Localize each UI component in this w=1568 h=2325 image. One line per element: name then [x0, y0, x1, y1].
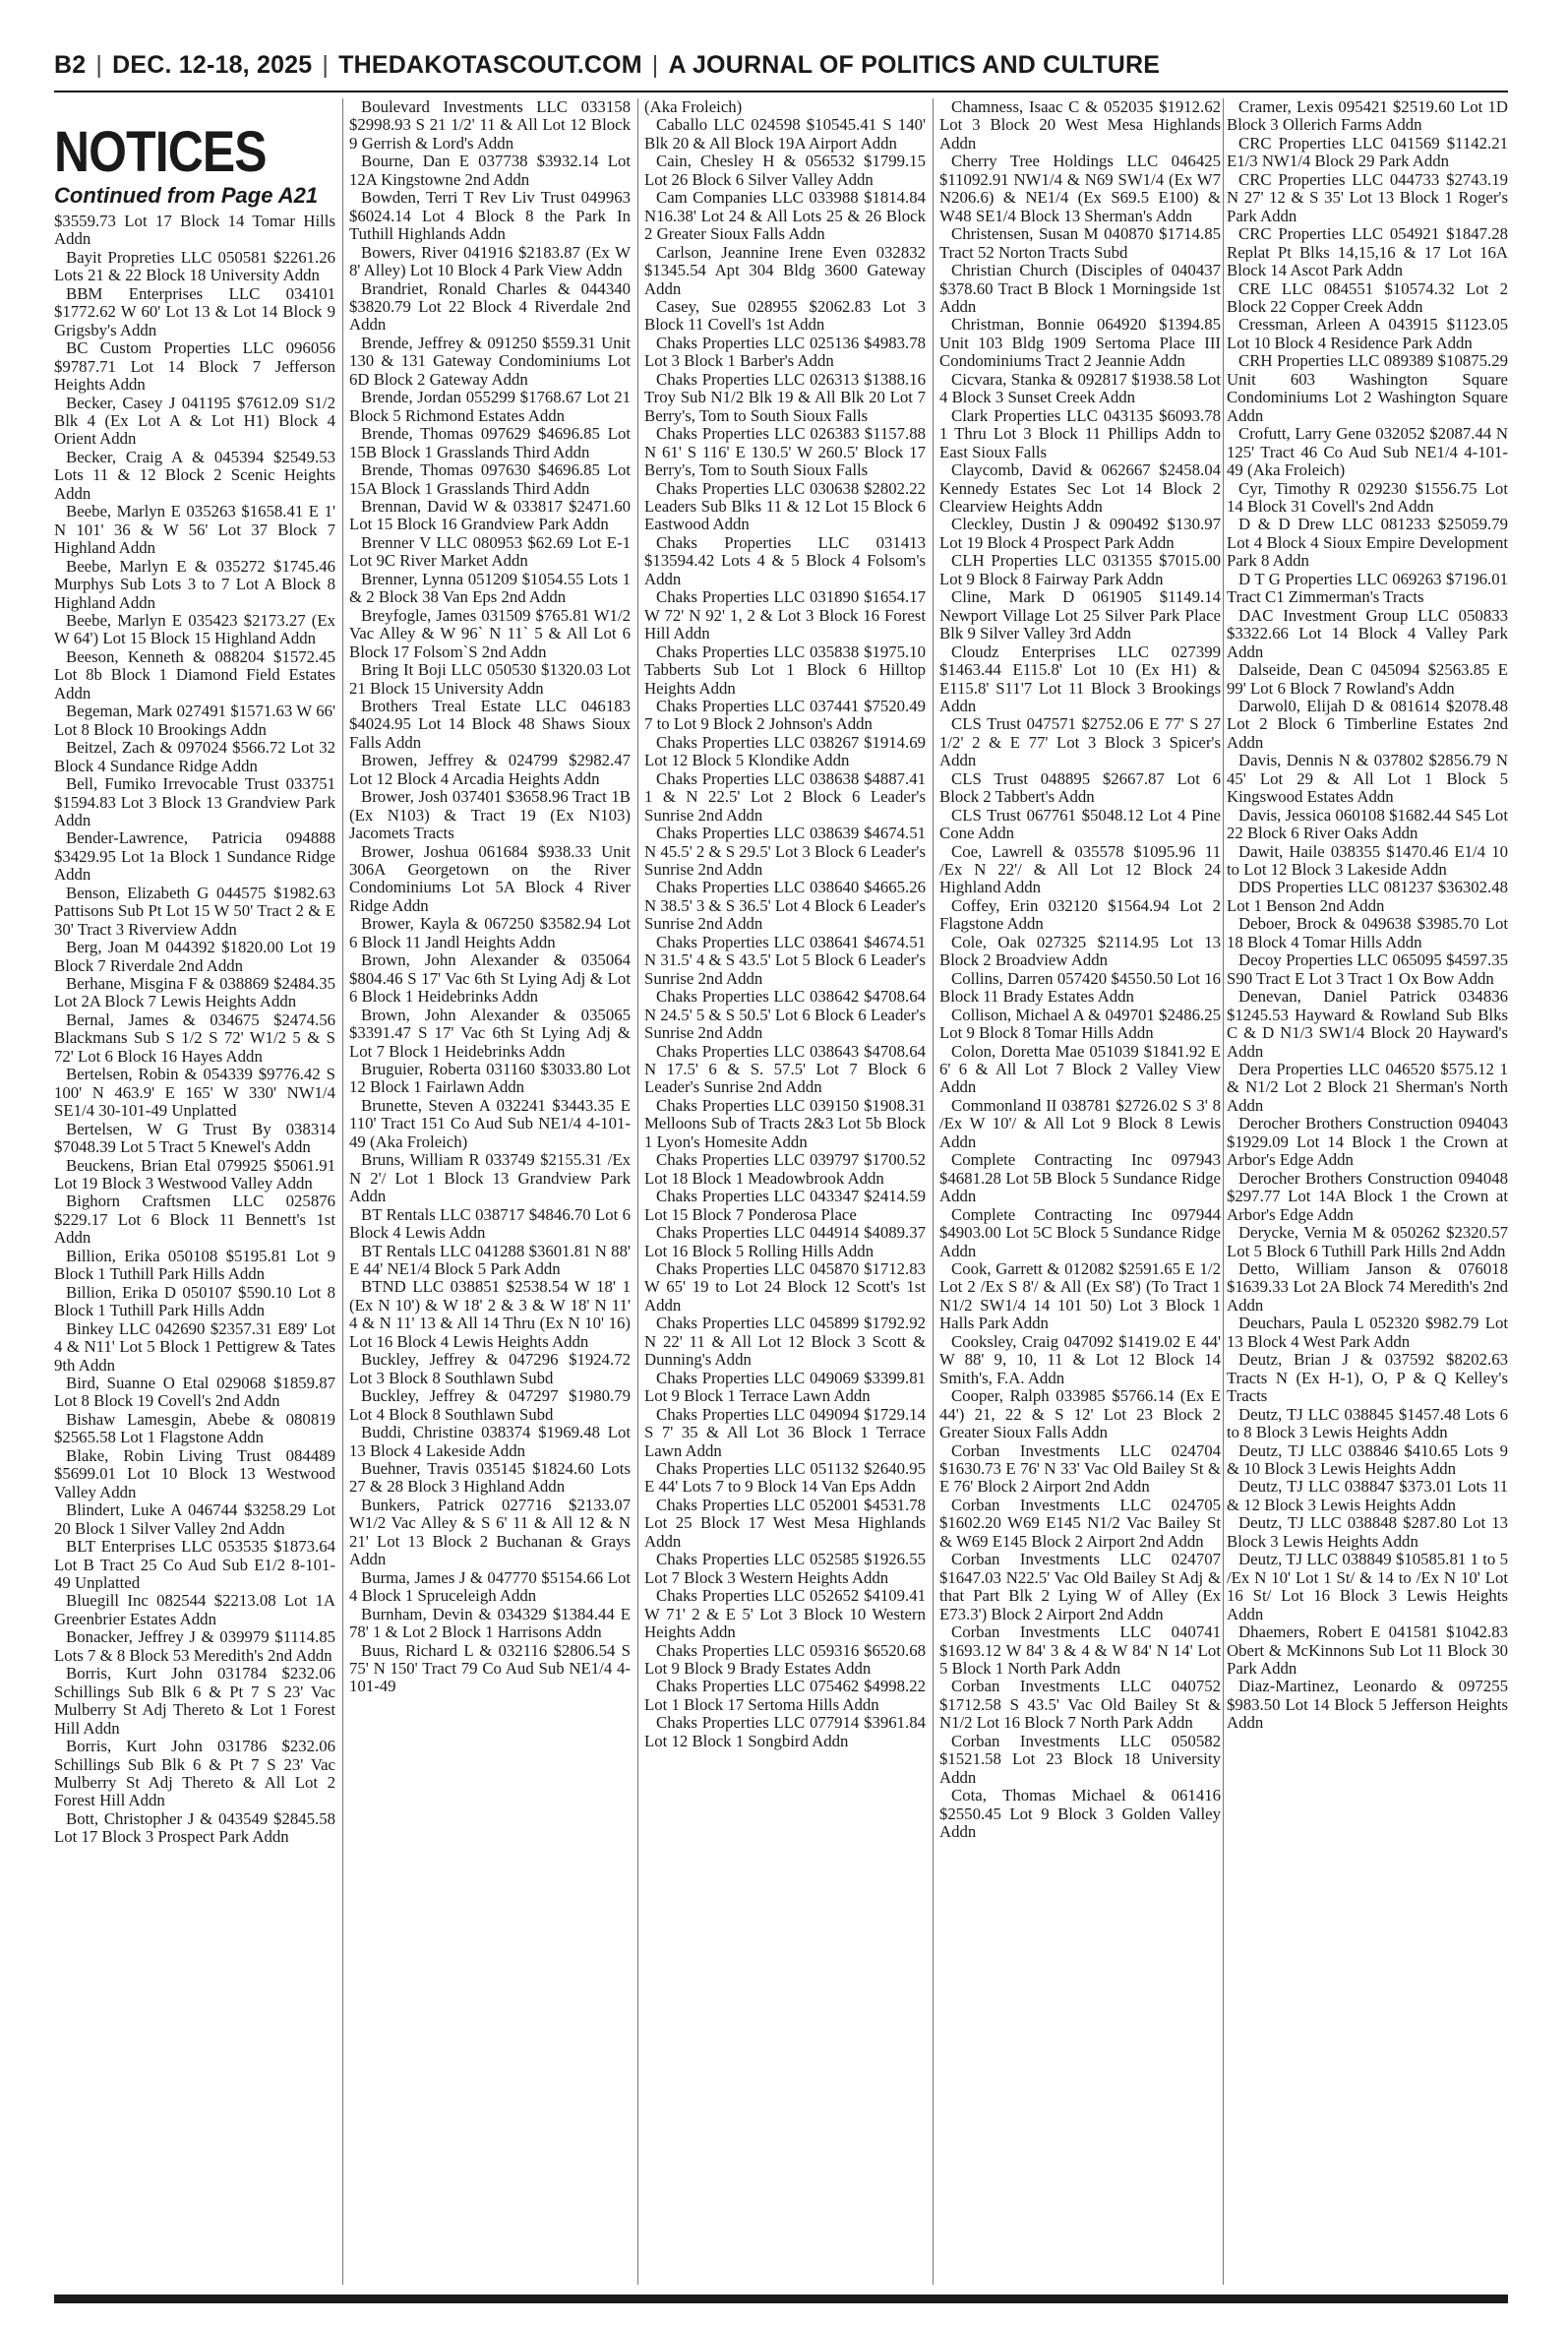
- tax-notice-entry: Billion, Erika 050108 $5195.81 Lot 9 Block 1 Tuthill Park Hills Addn: [54, 1246, 335, 1284]
- column-divider: [342, 98, 343, 2285]
- tax-notice-entry: Brower, Josh 037401 $3658.96 Tract 1B (Ex N103) & Tract 19 (Ex N103) Jacomets Tracts: [349, 787, 631, 843]
- tax-notice-entry: Cline, Mark D 061905 $1149.14 Newport Village Lot 25 Silver Park Place Blk 9 Silver Valley 3rd Addn: [939, 587, 1221, 643]
- tax-notice-entry: Dhaemers, Robert E 041581 $1042.83 Obert & McKinnons Sub Lot 11 Block 30 Park Addn: [1227, 1622, 1508, 1678]
- tax-notice-entry: Cyr, Timothy R 029230 $1556.75 Lot 14 Block 31 Covell's 2nd Addn: [1227, 478, 1508, 516]
- tax-notice-entry: Claycomb, David & 062667 $2458.04 Kennedy Estates Sec Lot 14 Block 2 Clearview Heights Addn: [939, 460, 1221, 516]
- tax-notice-entry: Buddi, Christine 038374 $1969.48 Lot 13 Block 4 Lakeside Addn: [349, 1423, 631, 1460]
- tax-notice-entry: Benson, Elizabeth G 044575 $1982.63 Pattisons Sub Pt Lot 15 W 50' Tract 2 & E 30' Tract 3 Riverview Addn: [54, 883, 335, 939]
- tax-notice-entry: Chaks Properties LLC 039150 $1908.31 Melloons Sub of Tracts 2&3 Lot 5b Block 1 Lyon's Homesite Addn: [644, 1095, 926, 1151]
- issue-date: DEC. 12-18, 2025: [112, 51, 313, 79]
- tax-notice-entry: Deutz, TJ LLC 038845 $1457.48 Lots 6 to 8 Block 3 Lewis Heights Addn: [1227, 1404, 1508, 1442]
- tax-notice-entry: Brenner, Lynna 051209 $1054.55 Lots 1 & 2 Block 38 Van Eps 2nd Addn: [349, 569, 631, 607]
- newspaper-page: [54, 0, 1508, 2325]
- tax-notice-entry: Davis, Jessica 060108 $1682.44 S45 Lot 22 Block 6 River Oaks Addn: [1227, 805, 1508, 843]
- tax-notice-entry: Bunkers, Patrick 027716 $2133.07 W1/2 Vac Alley & S 6' 11 & All 12 & N 21' Lot 13 Block 2 Buchanan & Grays Addn: [349, 1495, 631, 1569]
- tax-notice-entry: Cooper, Ralph 033985 $5766.14 (Ex E 44') 21, 22 & S 12' Lot 23 Block 2 Greater Sioux Falls Addn: [939, 1386, 1221, 1442]
- tax-notice-entry: Casey, Sue 028955 $2062.83 Lot 3 Block 11 Covell's 1st Addn: [644, 296, 926, 335]
- tax-notice-entry: Chaks Properties LLC 077914 $3961.84 Lot 12 Block 1 Songbird Addn: [644, 1713, 926, 1750]
- tax-notice-entry: Bruns, William R 033749 $2155.31 /Ex N 2'/ Lot 1 Block 13 Grandview Park Addn: [349, 1150, 631, 1206]
- tax-notice-entry: Cressman, Arleen A 043915 $1123.05 Lot 10 Block 4 Residence Park Addn: [1227, 315, 1508, 352]
- tax-notice-entry: Chaks Properties LLC 031413 $13594.42 Lots 4 & 5 Block 4 Folsom's Addn: [644, 532, 926, 588]
- tax-notice-entry: Chaks Properties LLC 049069 $3399.81 Lot 9 Block 1 Terrace Lawn Addn: [644, 1368, 926, 1406]
- tax-notice-entry: $3559.73 Lot 17 Block 14 Tomar Hills Addn: [54, 212, 335, 249]
- tax-notice-entry: Corban Investments LLC 050582 $1521.58 Lot 23 Block 18 University Addn: [939, 1731, 1221, 1787]
- tax-notice-entry: CLH Properties LLC 031355 $7015.00 Lot 9 Block 8 Fairway Park Addn: [939, 551, 1221, 588]
- tax-notice-entry: Chaks Properties LLC 038640 $4665.26 N 38.5' 3 & S 36.5' Lot 4 Block 6 Leader's Sunrise 2nd Addn: [644, 878, 926, 934]
- tax-notice-entry: Bishaw Lamesgin, Abebe & 080819 $2565.58 Lot 1 Flagstone Addn: [54, 1409, 335, 1447]
- notice-column-5: [1227, 98, 1508, 2285]
- tax-notice-entry: Buehner, Travis 035145 $1824.60 Lots 27 & 28 Block 3 Highland Addn: [349, 1458, 631, 1497]
- tax-notice-entry: Clark Properties LLC 043135 $6093.78 1 Thru Lot 3 Block 11 Phillips Addn to East Sioux Falls: [939, 405, 1221, 461]
- tax-notice-entry: Derycke, Vernia M & 050262 $2320.57 Lot 5 Block 6 Tuthill Park Hills 2nd Addn: [1227, 1223, 1508, 1260]
- tax-notice-entry: CRH Properties LLC 089389 $10875.29 Unit 603 Washington Square Condominiums Lot 2 Washington Square Addn: [1227, 351, 1508, 425]
- tax-notice-entry: Borris, Kurt John 031786 $232.06 Schillings Sub Blk 6 & Pt 7 S 23' Vac Mulberry St Adj Thereto & All Lot 2 Forest Hill Addn: [54, 1737, 335, 1810]
- tax-notice-entry: Beeson, Kenneth & 088204 $1572.45 Lot 8b Block 1 Diamond Field Estates Addn: [54, 646, 335, 703]
- tax-notice-entry: Bowers, River 041916 $2183.87 (Ex W 8' Alley) Lot 10 Block 4 Park View Addn: [349, 242, 631, 280]
- tax-notice-entry: Darwol0, Elijah D & 081614 $2078.48 Lot 2 Block 6 Timberline Estates 2nd Addn: [1227, 696, 1508, 752]
- tax-notice-entry: Cramer, Lexis 095421 $2519.60 Lot 1D Block 3 Ollerich Farms Addn: [1227, 98, 1508, 135]
- tax-notice-entry: CRC Properties LLC 044733 $2743.19 N 27' 12 & S 35' Lot 13 Block 1 Roger's Park Addn: [1227, 169, 1508, 225]
- tax-notice-entry: Chaks Properties LLC 052652 $4109.41 W 71' 2 & E 5' Lot 3 Block 10 Western Heights Addn: [644, 1586, 926, 1642]
- tax-notice-entry: Cota, Thomas Michael & 061416 $2550.45 Lot 9 Block 3 Golden Valley Addn: [939, 1786, 1221, 1842]
- tax-notice-entry: Chaks Properties LLC 049094 $1729.14 S 7' 35 & All Lot 36 Block 1 Terrace Lawn Addn: [644, 1404, 926, 1460]
- tax-notice-entry: Bonacker, Jeffrey J & 039979 $1114.85 Lots 7 & 8 Block 53 Meredith's 2nd Addn: [54, 1627, 335, 1665]
- tax-notice-entry: Chaks Properties LLC 052585 $1926.55 Lot 7 Block 3 Western Heights Addn: [644, 1550, 926, 1587]
- tax-notice-entry: Bertelsen, W G Trust By 038314 $7048.39 Lot 5 Tract 5 Knewel's Addn: [54, 1119, 335, 1157]
- tax-notice-entry: Cicvara, Stanka & 092817 $1938.58 Lot 4 Block 3 Sunset Creek Addn: [939, 369, 1221, 407]
- tax-notice-entry: Bayit Propreties LLC 050581 $2261.26 Lots 21 & 22 Block 18 University Addn: [54, 247, 335, 285]
- header-rule: [54, 91, 1508, 92]
- tax-notice-entry: Derocher Brothers Construction 094043 $1929.09 Lot 14 Block 1 the Crown at Arbor's Edge Addn: [1227, 1114, 1508, 1170]
- tax-notice-entry: BC Custom Properties LLC 096056 $9787.71 Lot 14 Block 7 Jefferson Heights Addn: [54, 338, 335, 395]
- tax-notice-entry: Bott, Christopher J & 043549 $2845.58 Lot 17 Block 3 Prospect Park Addn: [54, 1808, 335, 1847]
- tax-notice-entry: Boulevard Investments LLC 033158 $2998.93 S 21 1/2' 11 & All Lot 12 Block 9 Gerrish & Lord's Addn: [349, 98, 631, 153]
- tax-notice-entry: Beebe, Marlyn E 035423 $2173.27 (Ex W 64') Lot 15 Block 15 Highland Addn: [54, 610, 335, 648]
- tax-notice-entry: Beebe, Marlyn E & 035272 $1745.46 Murphys Sub Lots 3 to 7 Lot A Block 8 Highland Addn: [54, 556, 335, 612]
- tax-notice-entry: Chaks Properties LLC 031890 $1654.17 W 72' N 92' 1, 2 & Lot 3 Block 16 Forest Hill Addn: [644, 587, 926, 643]
- tax-notice-entry: Corban Investments LLC 024705 $1602.20 W69 E145 N1/2 Vac Bailey St & W69 E145 Block 2 Airport 2nd Addn: [939, 1495, 1221, 1551]
- tax-notice-entry: Browen, Jeffrey & 024799 $2982.47 Lot 12 Block 4 Arcadia Heights Addn: [349, 751, 631, 788]
- tax-notice-entry: Chaks Properties LLC 051132 $2640.95 E 44' Lots 7 to 9 Block 14 Van Eps Addn: [644, 1458, 926, 1497]
- tax-notice-entry: DAC Investment Group LLC 050833 $3322.66 Lot 14 Block 4 Valley Park Addn: [1227, 605, 1508, 661]
- tax-notice-entry: Corban Investments LLC 024707 $1647.03 N22.5' Vac Old Bailey St Adj & that Part Blk 2 Lying W of Alley (Ex E73.3') Block 2 Airport 2nd Addn: [939, 1550, 1221, 1623]
- tax-notice-entry: Chaks Properties LLC 044914 $4089.37 Lot 16 Block 5 Rolling Hills Addn: [644, 1223, 926, 1260]
- tax-notice-entry: Chaks Properties LLC 038267 $1914.69 Lot 12 Block 5 Klondike Addn: [644, 732, 926, 770]
- tax-notice-entry: Brenner V LLC 080953 $62.69 Lot E-1 Lot 9C River Market Addn: [349, 532, 631, 571]
- tax-notice-entry: Bird, Suanne O Etal 029068 $1859.87 Lot 8 Block 19 Covell's 2nd Addn: [54, 1374, 335, 1411]
- tax-notice-entry: Caballo LLC 024598 $10545.41 S 140' Blk 20 & All Block 19A Airport Addn: [644, 115, 926, 153]
- tax-notice-entry: Beitzel, Zach & 097024 $566.72 Lot 32 Block 4 Sundance Ridge Addn: [54, 738, 335, 775]
- tax-notice-entry: Brende, Jeffrey & 091250 $559.31 Unit 130 & 131 Gateway Condominiums Lot 6D Block 2 Gateway Addn: [349, 333, 631, 389]
- tax-notice-entry: Chaks Properties LLC 037441 $7520.49 7 to Lot 9 Block 2 Johnson's Addn: [644, 696, 926, 734]
- tax-notice-entry: Brandriet, Ronald Charles & 044340 $3820.79 Lot 22 Block 4 Riverdale 2nd Addn: [349, 278, 631, 335]
- tax-notice-entry: Burma, James J & 047770 $5154.66 Lot 4 Block 1 Spruceleigh Addn: [349, 1567, 631, 1606]
- header-separator: |: [651, 51, 659, 79]
- tax-notice-entry: Deutz, TJ LLC 038847 $373.01 Lots 11 & 12 Block 3 Lewis Heights Addn: [1227, 1477, 1508, 1514]
- tax-notice-entry: Bernal, James & 034675 $2474.56 Blackmans Sub S 1/2 S 72' W1/2 5 & S 72' Lot 6 Block 16 Hayes Addn: [54, 1010, 335, 1066]
- tax-notice-entry: CRE LLC 084551 $10574.32 Lot 2 Block 22 Copper Creek Addn: [1227, 278, 1508, 316]
- tax-notice-entry: Cole, Oak 027325 $2114.95 Lot 13 Block 2 Broadview Addn: [939, 932, 1221, 970]
- tax-notice-entry: DDS Properties LLC 081237 $36302.48 Lot 1 Benson 2nd Addn: [1227, 878, 1508, 915]
- tagline: A JOURNAL OF POLITICS AND CULTURE: [668, 51, 1161, 79]
- tax-notice-entry: Bluegill Inc 082544 $2213.08 Lot 1A Greenbrier Estates Addn: [54, 1591, 335, 1628]
- tax-notice-entry: Brende, Thomas 097629 $4696.85 Lot 15B Block 1 Grasslands Third Addn: [349, 424, 631, 461]
- tax-notice-entry: Dera Properties LLC 046520 $575.12 1 & N1/2 Lot 2 Block 21 Sherman's North Addn: [1227, 1060, 1508, 1115]
- tax-notice-entry: Coffey, Erin 032120 $1564.94 Lot 2 Flagstone Addn: [939, 895, 1221, 934]
- tax-notice-entry: Brower, Kayla & 067250 $3582.94 Lot 6 Block 11 Jandl Heights Addn: [349, 914, 631, 951]
- tax-notice-entry: Bertelsen, Robin & 054339 $9776.42 S 100' N 463.9' E 165' W 330' NW1/4 SE1/4 30-101-49 Unplatted: [54, 1065, 335, 1121]
- tax-notice-entry: Blake, Robin Living Trust 084489 $5699.01 Lot 10 Block 13 Westwood Valley Addn: [54, 1445, 335, 1501]
- tax-notice-entry: Brown, John Alexander & 035064 $804.46 S 17' Vac 6th St Lying Adj & Lot 6 Block 1 Heidebrinks Addn: [349, 950, 631, 1007]
- tax-notice-entry: Bowden, Terri T Rev Liv Trust 049963 $6024.14 Lot 4 Block 8 the Park In Tuthill Highlands Addn: [349, 188, 631, 244]
- tax-notice-entry: Derocher Brothers Construction 094048 $297.77 Lot 14A Block 1 the Crown at Arbor's Edge Addn: [1227, 1168, 1508, 1224]
- page-header: [54, 51, 1508, 85]
- footer-rule: [54, 2294, 1508, 2303]
- tax-notice-entry: Bighorn Craftsmen LLC 025876 $229.17 Lot 6 Block 11 Bennett's 1st Addn: [54, 1192, 335, 1248]
- tax-notice-entry: Brennan, David W & 033817 $2471.60 Lot 15 Block 16 Grandview Park Addn: [349, 496, 631, 534]
- tax-notice-entry: Collins, Darren 057420 $4550.50 Lot 16 Block 11 Brady Estates Addn: [939, 968, 1221, 1007]
- tax-notice-entry: Chaks Properties LLC 043347 $2414.59 Lot 15 Block 7 Ponderosa Place: [644, 1187, 926, 1224]
- tax-notice-entry: Blindert, Luke A 046744 $3258.29 Lot 20 Block 1 Silver Valley 2nd Addn: [54, 1500, 335, 1538]
- tax-notice-entry: Chaks Properties LLC 045870 $1712.83 W 65' 19 to Lot 24 Block 12 Scott's 1st Addn: [644, 1259, 926, 1315]
- column-divider: [1223, 98, 1224, 2285]
- tax-notice-entry: Chaks Properties LLC 038638 $4887.41 1 & N 22.5' Lot 2 Block 6 Leader's Sunrise 2nd Addn: [644, 768, 926, 825]
- tax-notice-entry: Complete Contracting Inc 097944 $4903.00 Lot 5C Block 5 Sundance Ridge Addn: [939, 1204, 1221, 1260]
- tax-notice-entry: Complete Contracting Inc 097943 $4681.28 Lot 5B Block 5 Sundance Ridge Addn: [939, 1150, 1221, 1206]
- tax-notice-entry: Buus, Richard L & 032116 $2806.54 S 75' N 150' Tract 79 Co Aud Sub NE1/4 4-101-49: [349, 1640, 631, 1696]
- tax-notice-entry: Binkey LLC 042690 $2357.31 E89' Lot 4 & N11' Lot 5 Block 1 Pettigrew & Tates 9th Addn: [54, 1318, 335, 1375]
- tax-notice-entry: Deuchars, Paula L 052320 $982.79 Lot 13 Block 4 West Park Addn: [1227, 1314, 1508, 1351]
- tax-notice-entry: Davis, Dennis N & 037802 $2856.79 N 45' Lot 29 & All Lot 1 Block 5 Kingswood Estates Addn: [1227, 751, 1508, 807]
- tax-notice-entry: Chaks Properties LLC 035838 $1975.10 Tabberts Sub Lot 1 Block 6 Hilltop Heights Addn: [644, 642, 926, 698]
- tax-notice-entry: Crofutt, Larry Gene 032052 $2087.44 N 125' Tract 46 Co Aud Sub NE1/4 4-101-49 (Aka Froleich): [1227, 424, 1508, 480]
- tax-notice-entry: Deutz, Brian J & 037592 $8202.63 Tracts N (Ex H-1), O, P & Q Kelley's Tracts: [1227, 1350, 1508, 1406]
- tax-notice-entry: Burnham, Devin & 034329 $1384.44 E 78' 1 & Lot 2 Block 1 Harrisons Addn: [349, 1604, 631, 1642]
- tax-notice-entry: Cleckley, Dustin J & 090492 $130.97 Lot 19 Block 4 Prospect Park Addn: [939, 515, 1221, 552]
- tax-notice-entry: Christian Church (Disciples of 040437 $378.60 Tract B Block 1 Morningside 1st Addn: [939, 261, 1221, 316]
- tax-notice-entry: Chaks Properties LLC 038642 $4708.64 N 24.5' 5 & S 50.5' Lot 6 Block 6 Leader's Sunrise 2nd Addn: [644, 987, 926, 1043]
- tax-notice-entry: Dalseide, Dean C 045094 $2563.85 E 99' Lot 6 Block 7 Rowland's Addn: [1227, 660, 1508, 698]
- tax-notice-entry: Corban Investments LLC 024704 $1630.73 E 76' N 33' Vac Old Bailey St & E 76' Block 2 Airport 2nd Addn: [939, 1440, 1221, 1497]
- tax-notice-entry: Cain, Chesley H & 056532 $1799.15 Lot 26 Block 6 Silver Valley Addn: [644, 152, 926, 189]
- tax-notice-entry: Brothers Treal Estate LLC 046183 $4024.95 Lot 14 Block 48 Shaws Sioux Falls Addn: [349, 696, 631, 752]
- tax-notice-entry: Chaks Properties LLC 038643 $4708.64 N 17.5' 6 & S. 57.5' Lot 7 Block 6 Leader's Sunrise 2nd Addn: [644, 1041, 926, 1097]
- tax-notice-entry: Brunette, Steven A 032241 $3443.35 E 110' Tract 151 Co Aud Sub NE1/4 4-101-49 (Aka Froleich): [349, 1095, 631, 1151]
- tax-notice-entry: Corban Investments LLC 040741 $1693.12 W 84' 3 & 4 & W 84' N 14' Lot 5 Block 1 North Park Addn: [939, 1622, 1221, 1678]
- tax-notice-entry: Commonland II 038781 $2726.02 S 3' 8 /Ex W 10'/ & All Lot 9 Block 8 Lewis Addn: [939, 1095, 1221, 1151]
- tax-notice-entry: BLT Enterprises LLC 053535 $1873.64 Lot B Tract 25 Co Aud Sub E1/2 8-101-49 Unplatted: [54, 1537, 335, 1592]
- notices-columns: [54, 98, 1508, 2285]
- tax-notice-entry: Cam Companies LLC 033988 $1814.84 N16.38' Lot 24 & All Lots 25 & 26 Block 2 Greater Sioux Falls Addn: [644, 188, 926, 244]
- section-title: NOTICES: [54, 120, 267, 184]
- tax-notice-entry: Decoy Properties LLC 065095 $4597.35 S90 Tract E Lot 3 Tract 1 Ox Bow Addn: [1227, 950, 1508, 988]
- tax-notice-entry: Coe, Lawrell & 035578 $1095.96 11 /Ex N 22'/ & All Lot 12 Block 24 Highland Addn: [939, 841, 1221, 897]
- tax-notice-entry: BBM Enterprises LLC 034101 $1772.62 W 60' Lot 13 & Lot 14 Block 9 Grigsby's Addn: [54, 283, 335, 339]
- header-separator: |: [322, 51, 330, 79]
- tax-notice-entry: Bring It Boji LLC 050530 $1320.03 Lot 21 Block 15 University Addn: [349, 660, 631, 698]
- tax-notice-entry: Buckley, Jeffrey & 047297 $1980.79 Lot 4 Block 8 Southlawn Subd: [349, 1386, 631, 1424]
- tax-notice-entry: BTND LLC 038851 $2538.54 W 18' 1 (Ex N 10') & W 18' 2 & 3 & W 18' N 11' 4 & N 11' 13 & All 14 Thru (Ex N 10' 16) Lot 16 Block 4 Lewis Heights Addn: [349, 1277, 631, 1351]
- notice-column-3: [644, 98, 926, 2285]
- tax-notice-entry: Begeman, Mark 027491 $1571.63 W 66' Lot 8 Block 10 Brookings Addn: [54, 702, 335, 739]
- tax-notice-entry: Chaks Properties LLC 075462 $4998.22 Lot 1 Block 17 Sertoma Hills Addn: [644, 1677, 926, 1714]
- tax-notice-entry: Beuckens, Brian Etal 079925 $5061.91 Lot 19 Block 3 Westwood Valley Addn: [54, 1155, 335, 1193]
- column-divider: [933, 98, 934, 2285]
- tax-notice-entry: Chaks Properties LLC 039797 $1700.52 Lot 18 Block 1 Meadowbrook Addn: [644, 1150, 926, 1188]
- tax-notice-entry: Chaks Properties LLC 025136 $4983.78 Lot 3 Block 1 Barber's Addn: [644, 333, 926, 371]
- notice-column-1: [54, 98, 335, 2285]
- tax-notice-entry: CLS Trust 048895 $2667.87 Lot 6 Block 2 Tabbert's Addn: [939, 768, 1221, 807]
- tax-notice-entry: BT Rentals LLC 038717 $4846.70 Lot 6 Block 4 Lewis Addn: [349, 1204, 631, 1243]
- tax-notice-entry: Chaks Properties LLC 038639 $4674.51 N 45.5' 2 & S 29.5' Lot 3 Block 6 Leader's Sunrise 2nd Addn: [644, 824, 926, 880]
- tax-notice-entry: Chaks Properties LLC 026383 $1157.88 N 61' S 116' E 130.5' W 260.5' Block 17 Berry's, Tom to South Sioux Falls: [644, 424, 926, 480]
- tax-notice-entry: D & D Drew LLC 081233 $25059.79 Lot 4 Block 4 Sioux Empire Development Park 8 Addn: [1227, 515, 1508, 571]
- tax-notice-entry: Chaks Properties LLC 030638 $2802.22 Leaders Sub Blks 11 & 12 Lot 15 Block 6 Eastwood Addn: [644, 478, 926, 534]
- tax-notice-entry: Cherry Tree Holdings LLC 046425 $11092.91 NW1/4 & N69 SW1/4 (Ex W7 N206.6) & NE1/4 (Ex S69.5 E100) & W48 SE1/4 Block 13 Sherman's Addn: [939, 152, 1221, 225]
- tax-notice-entry: Brown, John Alexander & 035065 $3391.47 S 17' Vac 6th St Lying Adj & Lot 7 Block 1 Heidebrinks Addn: [349, 1005, 631, 1061]
- tax-notice-entry: Chaks Properties LLC 045899 $1792.92 N 22' 11 & All Lot 12 Block 3 Scott & Dunning's Addn: [644, 1314, 926, 1370]
- tax-notice-entry: Deboer, Brock & 049638 $3985.70 Lot 18 Block 4 Tomar Hills Addn: [1227, 914, 1508, 951]
- tax-notice-entry: Becker, Casey J 041195 $7612.09 S1/2 Blk 4 (Ex Lot A & Lot H1) Block 4 Orient Addn: [54, 393, 335, 449]
- notice-column-2: [349, 98, 631, 2285]
- tax-notice-entry: Christensen, Susan M 040870 $1714.85 Tract 52 Norton Tracts Subd: [939, 224, 1221, 262]
- tax-notice-entry: BT Rentals LLC 041288 $3601.81 N 88' E 44' NE1/4 Block 5 Park Addn: [349, 1241, 631, 1278]
- tax-notice-entry: Chaks Properties LLC 038641 $4674.51 N 31.5' 4 & S 43.5' Lot 5 Block 6 Leader's Sunrise 2nd Addn: [644, 932, 926, 988]
- tax-notice-entry: Deutz, TJ LLC 038846 $410.65 Lots 9 & 10 Block 3 Lewis Heights Addn: [1227, 1440, 1508, 1478]
- tax-notice-entry: CRC Properties LLC 054921 $1847.28 Replat Pt Blks 14,15,16 & 17 Lot 16A Block 14 Ascot Park Addn: [1227, 224, 1508, 280]
- tax-notice-entry: Bell, Fumiko Irrevocable Trust 033751 $1594.83 Lot 3 Block 13 Grandview Park Addn: [54, 774, 335, 829]
- tax-notice-entry: Cooksley, Craig 047092 $1419.02 E 44' W 88' 9, 10, 11 & Lot 12 Block 14 Smith's, F.A. Addn: [939, 1331, 1221, 1387]
- tax-notice-entry: Deutz, TJ LLC 038848 $287.80 Lot 13 Block 3 Lewis Heights Addn: [1227, 1513, 1508, 1551]
- tax-notice-entry: CLS Trust 047571 $2752.06 E 77' S 27 1/2' 2 & E 77' Lot 3 Block 3 Spicer's Addn: [939, 714, 1221, 770]
- continued-note: Continued from Page A21: [54, 183, 319, 208]
- notice-column-4: [939, 98, 1221, 2285]
- tax-notice-entry: Collison, Michael A & 049701 $2486.25 Lot 9 Block 8 Tomar Hills Addn: [939, 1005, 1221, 1043]
- tax-notice-entry: Billion, Erika D 050107 $590.10 Lot 8 Block 1 Tuthill Park Hills Addn: [54, 1282, 335, 1320]
- tax-notice-entry: Brende, Jordan 055299 $1768.67 Lot 21 Block 5 Richmond Estates Addn: [349, 388, 631, 425]
- column-divider: [637, 98, 638, 2285]
- tax-notice-entry: Chaks Properties LLC 052001 $4531.78 Lot 25 Block 17 West Mesa Highlands Addn: [644, 1495, 926, 1551]
- tax-notice-entry: Buckley, Jeffrey & 047296 $1924.72 Lot 3 Block 8 Southlawn Subd: [349, 1350, 631, 1387]
- tax-notice-entry: Berg, Joan M 044392 $1820.00 Lot 19 Block 7 Riverdale 2nd Addn: [54, 938, 335, 975]
- page-number: B2: [54, 51, 87, 79]
- tax-notice-entry: Carlson, Jeannine Irene Even 032832 $1345.54 Apt 304 Bldg 3600 Gateway Addn: [644, 242, 926, 298]
- tax-notice-entry: Breyfogle, James 031509 $765.81 W1/2 Vac Alley & W 96` N 11` 5 & All Lot 6 Block 17 Folsom`S 2nd Addn: [349, 605, 631, 661]
- tax-notice-entry: Chaks Properties LLC 026313 $1388.16 Troy Sub N1/2 Blk 19 & All Blk 20 Lot 7 Berry's, Tom to South Sioux Falls: [644, 369, 926, 425]
- tax-notice-entry: Chamness, Isaac C & 052035 $1912.62 Lot 3 Block 20 West Mesa Highlands Addn: [939, 98, 1221, 153]
- tax-notice-entry: Deutz, TJ LLC 038849 $10585.81 1 to 5 /Ex N 10' Lot 1 St/ & 14 to /Ex N 10' Lot 16 St/ Lot 16 Block 3 Lewis Heights Addn: [1227, 1550, 1508, 1623]
- tax-notice-entry: Bourne, Dan E 037738 $3932.14 Lot 12A Kingstowne 2nd Addn: [349, 152, 631, 189]
- tax-notice-entry: Cloudz Enterprises LLC 027399 $1463.44 E115.8' Lot 10 (Ex H1) & E115.8' S11'7 Lot 11 Block 3 Brookings Addn: [939, 642, 1221, 715]
- header-separator: |: [95, 51, 103, 79]
- tax-notice-entry: Bender-Lawrence, Patricia 094888 $3429.95 Lot 1a Block 1 Sundance Ridge Addn: [54, 828, 335, 885]
- tax-notice-entry: Christman, Bonnie 064920 $1394.85 Unit 103 Bldg 1909 Sertoma Place III Condominiums Tract 2 Jeannie Addn: [939, 315, 1221, 371]
- tax-notice-entry: Brower, Joshua 061684 $938.33 Unit 306A Georgetown on the River Condominiums Lot 5A Block 4 River Ridge Addn: [349, 841, 631, 915]
- tax-notice-entry: (Aka Froleich): [644, 98, 743, 116]
- tax-notice-entry: Bruguier, Roberta 031160 $3033.80 Lot 12 Block 1 Fairlawn Addn: [349, 1060, 631, 1097]
- tax-notice-entry: Colon, Doretta Mae 051039 $1841.92 E 6' 6 & All Lot 7 Block 2 Valley View Addn: [939, 1041, 1221, 1097]
- tax-notice-entry: Cook, Garrett & 012082 $2591.65 E 1/2 Lot 2 /Ex S 8'/ & All (Ex S8') (To Tract 1 N1/2 SW1/4 14 101 50) Lot 3 Block 1 Halls Park Addn: [939, 1259, 1221, 1333]
- tax-notice-entry: CLS Trust 067761 $5048.12 Lot 4 Pine Cone Addn: [939, 805, 1221, 843]
- tax-notice-entry: Beebe, Marlyn E 035263 $1658.41 E 1' N 101' 36 & W 56' Lot 37 Block 7 Highland Addn: [54, 502, 335, 558]
- tax-notice-entry: Borris, Kurt John 031784 $232.06 Schillings Sub Blk 6 & Pt 7 S 23' Vac Mulberry St Adj Thereto & Lot 1 Forest Hill Addn: [54, 1664, 335, 1738]
- tax-notice-entry: Berhane, Misgina F & 038869 $2484.35 Lot 2A Block 7 Lewis Heights Addn: [54, 974, 335, 1011]
- tax-notice-entry: Diaz-Martinez, Leonardo & 097255 $983.50 Lot 14 Block 5 Jefferson Heights Addn: [1227, 1677, 1508, 1733]
- tax-notice-entry: Dawit, Haile 038355 $1470.46 E1/4 10 to Lot 12 Block 3 Lakeside Addn: [1227, 841, 1508, 880]
- tax-notice-entry: Brende, Thomas 097630 $4696.85 Lot 15A Block 1 Grasslands Third Addn: [349, 460, 631, 498]
- tax-notice-entry: D T G Properties LLC 069263 $7196.01 Tract C1 Zimmerman's Tracts: [1227, 569, 1508, 607]
- tax-notice-entry: Denevan, Daniel Patrick 034836 $1245.53 Hayward & Rowland Sub Blks C & D N1/3 SW1/4 Block 20 Hayward's Addn: [1227, 987, 1508, 1061]
- tax-notice-entry: Becker, Craig A & 045394 $2549.53 Lots 11 & 12 Block 2 Scenic Heights Addn: [54, 447, 335, 503]
- tax-notice-entry: Corban Investments LLC 040752 $1712.58 S 43.5' Vac Old Bailey St & N1/2 Lot 16 Block 7 North Park Addn: [939, 1677, 1221, 1733]
- tax-notice-entry: CRC Properties LLC 041569 $1142.21 E1/3 NW1/4 Block 29 Park Addn: [1227, 133, 1508, 171]
- tax-notice-entry: Chaks Properties LLC 059316 $6520.68 Lot 9 Block 9 Brady Estates Addn: [644, 1640, 926, 1678]
- tax-notice-entry: Detto, William Janson & 076018 $1639.33 Lot 2A Block 74 Meredith's 2nd Addn: [1227, 1259, 1508, 1315]
- site-name: THEDAKOTASCOUT.COM: [338, 51, 642, 79]
